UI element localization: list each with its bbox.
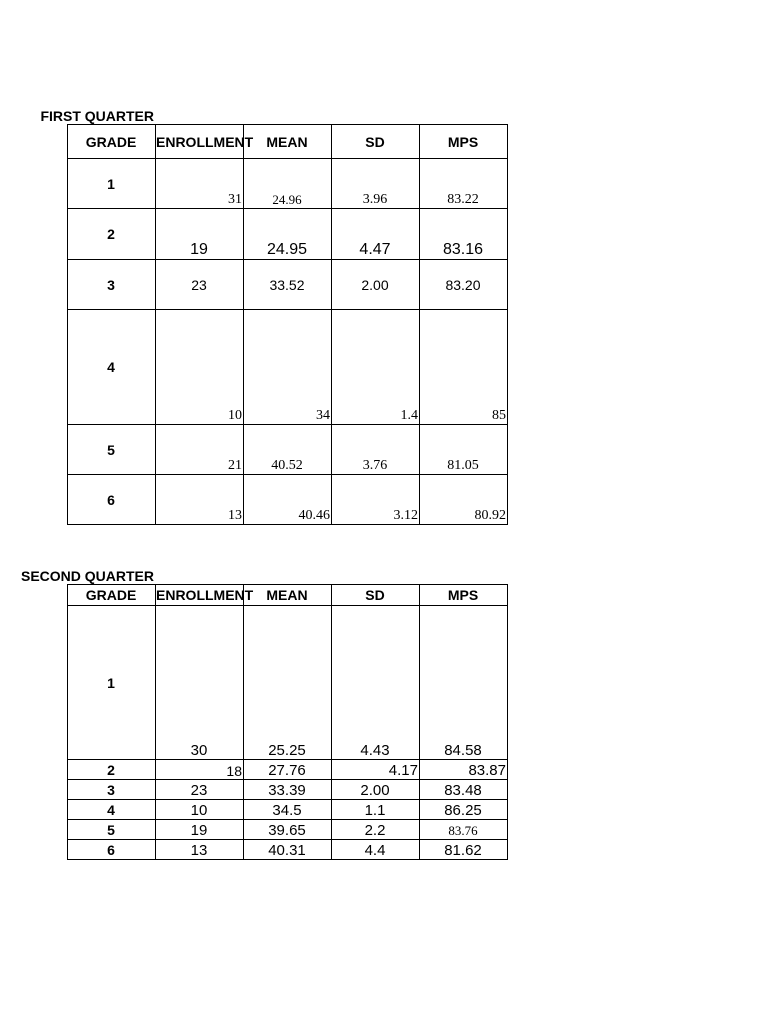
- table-row: [68, 310, 508, 425]
- grade-cell: 4: [68, 310, 156, 425]
- grade-cell: 3: [68, 780, 156, 800]
- mean-cell: 24.95: [244, 209, 332, 260]
- sd-cell: 4.4: [332, 840, 420, 860]
- mean-cell: 33.52: [244, 260, 332, 310]
- grade-cell: 1: [68, 159, 156, 209]
- table-row: [68, 159, 508, 209]
- second-quarter-table: [67, 584, 508, 860]
- mps-cell: 83.16: [420, 209, 508, 260]
- enrollment-cell: 13: [156, 840, 244, 860]
- enrollment-cell: 19: [156, 209, 244, 260]
- mean-cell: 34: [244, 310, 332, 425]
- first-quarter-title: FIRST QUARTER: [40, 108, 154, 124]
- enrollment-cell: 13: [156, 475, 244, 525]
- mean-cell: 34.5: [244, 800, 332, 820]
- table-row: [68, 260, 508, 310]
- table-row: [68, 760, 508, 780]
- mps-cell: 84.58: [420, 606, 508, 760]
- mps-cell: 83.87: [420, 760, 508, 780]
- mean-header: MEAN: [244, 585, 332, 606]
- mps-cell: 80.92: [420, 475, 508, 525]
- grade-cell: 6: [68, 475, 156, 525]
- grade-header: GRADE: [68, 125, 156, 159]
- grade-cell: 5: [68, 820, 156, 840]
- mean-header: MEAN: [244, 125, 332, 159]
- mean-cell: 39.65: [244, 820, 332, 840]
- table-row: [68, 840, 508, 860]
- sd-cell: 1.4: [332, 310, 420, 425]
- enrollment-cell: 18: [156, 760, 244, 780]
- grade-cell: 1: [68, 606, 156, 760]
- mps-cell: 83.48: [420, 780, 508, 800]
- enrollment-cell: 23: [156, 260, 244, 310]
- enrollment-cell: 10: [156, 800, 244, 820]
- mean-cell: 27.76: [244, 760, 332, 780]
- sd-header: SD: [332, 585, 420, 606]
- mps-cell: 81.62: [420, 840, 508, 860]
- table-row: [68, 209, 508, 260]
- mean-cell: 25.25: [244, 606, 332, 760]
- mps-header: MPS: [420, 125, 508, 159]
- grade-cell: 3: [68, 260, 156, 310]
- mps-cell: 81.05: [420, 425, 508, 475]
- mean-cell: 40.31: [244, 840, 332, 860]
- table-header-row: [68, 585, 508, 606]
- enrollment-cell: 31: [156, 159, 244, 209]
- table-header-row: [68, 125, 508, 159]
- first-quarter-table: [67, 124, 508, 525]
- enrollment-cell: 10: [156, 310, 244, 425]
- mps-cell: 83.20: [420, 260, 508, 310]
- sd-cell: 2.2: [332, 820, 420, 840]
- sd-cell: 3.96: [332, 159, 420, 209]
- sd-cell: 3.76: [332, 425, 420, 475]
- grade-cell: 4: [68, 800, 156, 820]
- table-row: [68, 780, 508, 800]
- enrollment-header: ENROLLMENT: [156, 585, 244, 606]
- mps-cell: 85: [420, 310, 508, 425]
- enrollment-cell: 23: [156, 780, 244, 800]
- grade-cell: 6: [68, 840, 156, 860]
- mps-cell: 86.25: [420, 800, 508, 820]
- enrollment-cell: 30: [156, 606, 244, 760]
- mean-cell: 40.52: [244, 425, 332, 475]
- table-row: [68, 425, 508, 475]
- sd-cell: 4.43: [332, 606, 420, 760]
- grade-cell: 5: [68, 425, 156, 475]
- sd-cell: 4.17: [332, 760, 420, 780]
- mean-cell: 24.96: [244, 159, 332, 209]
- sd-cell: 2.00: [332, 780, 420, 800]
- sd-cell: 3.12: [332, 475, 420, 525]
- mps-cell: 83.22: [420, 159, 508, 209]
- enrollment-cell: 19: [156, 820, 244, 840]
- sd-cell: 1.1: [332, 800, 420, 820]
- sd-cell: 2.00: [332, 260, 420, 310]
- mean-cell: 40.46: [244, 475, 332, 525]
- grade-cell: 2: [68, 760, 156, 780]
- mean-cell: 33.39: [244, 780, 332, 800]
- enrollment-cell: 21: [156, 425, 244, 475]
- table-row: [68, 820, 508, 840]
- table-row: [68, 606, 508, 760]
- sd-cell: 4.47: [332, 209, 420, 260]
- enrollment-header: ENROLLMENT: [156, 125, 244, 159]
- table-row: [68, 475, 508, 525]
- sd-header: SD: [332, 125, 420, 159]
- second-quarter-title: SECOND QUARTER: [20, 568, 154, 584]
- mps-header: MPS: [420, 585, 508, 606]
- grade-cell: 2: [68, 209, 156, 260]
- table-row: [68, 800, 508, 820]
- mps-cell: 83.76: [420, 820, 508, 840]
- grade-header: GRADE: [68, 585, 156, 606]
